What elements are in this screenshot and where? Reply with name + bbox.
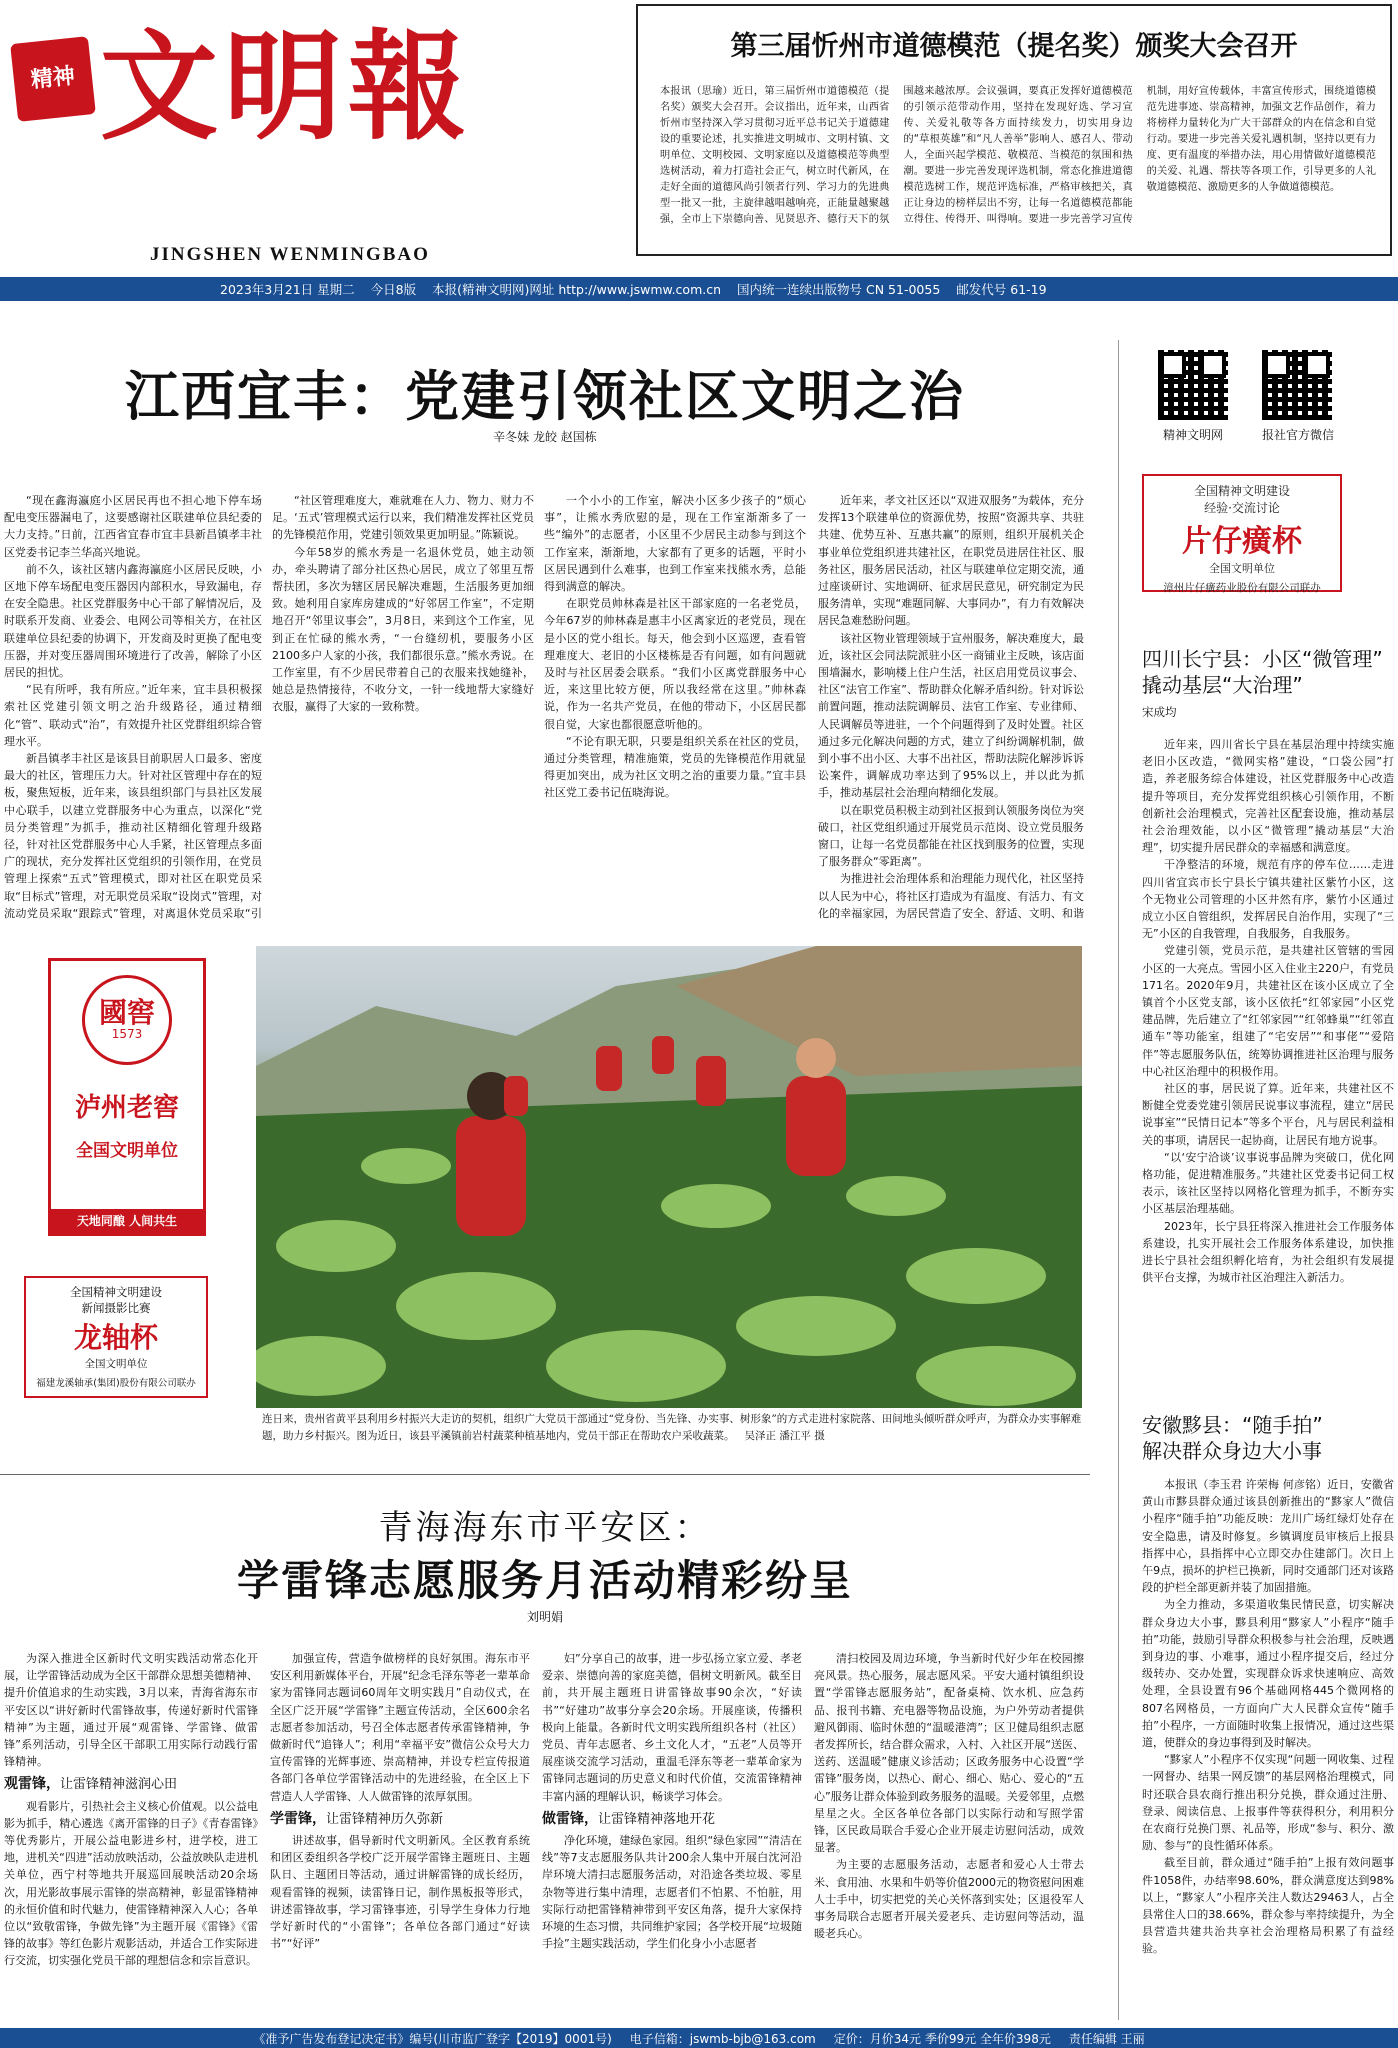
ad-license: 《准予广告发布登记决定书》编号(川市监广登字【2019】0001号) (253, 2031, 612, 2046)
top-story-body: 本报讯（思瑜）近日，第三届忻州市道德模范（提名奖）颁奖大会召开。会议指出，近年来，山西省忻州市坚持深入学习贯彻习近平总书记关于道德建设的重要论述，扎实推进文明城市、文明村镇、文明单位、文明校园、文明家庭以及道德模范等典型选树活动，着力打造社会正气，树立时代新风，在走好全面的道德风尚引领者行列、学习力的先进典型一批又一批，主旋律越唱越响亮，正能量越聚越强，全市上下崇德向善、见贤思齐、德行天下的氛围越来越浓厚。会议强调，要真正发挥好道德模范的引领示范带动作用，坚持在发现好选、学习宣传、关爱礼敬等各方面持续发力，切实用身边的“草根英雄”和“凡人善举”影响人、感召人、带动人，全面兴起学模范、敬模范、当模范的氛围和热潮。要进一步完善发现评选机制，常态化推进道德模范选树工作，规范评选标准，严格审核把关，真正让身边的榜样层出不穷，让每一名道德模范都能立得住、传得开、叫得响。要进一步完善学习宣传机制，用好宣传载体，丰富宣传形式，围绕道德模范先进事迹、崇高精神，加强文艺作品创作，着力将榜样力量转化为广大干部群众的内在信念和自觉行动。要进一步完善关爱礼遇机制，坚持以更有力度、更有温度的举措办法，用心用情做好道德模范的关爱、礼遇、帮扶等各项工作，引导更多的人礼敬道德模范、激励更多的人争做道德模范。 (660, 86, 1376, 225)
top-story-box (636, 4, 1392, 256)
ad-brand: 片仔癀杯 (1182, 524, 1302, 559)
guojiao-seal-icon: 國窖 1573 (82, 975, 172, 1065)
side1-headline: 四川长宁县：小区“微管理” 撬动基层“大治理” (1142, 647, 1383, 697)
date-bar (0, 277, 1398, 301)
editor: 责任编辑 王丽 (1068, 2031, 1145, 2046)
divider (0, 1474, 1090, 1475)
qr-code-website[interactable] (1158, 350, 1228, 443)
farm-scene-image (256, 946, 1082, 1408)
side1-body: 近年来，四川省长宁县在基层治理中持续实施老旧小区改造，“微网实格”建设，“口袋公园”打造，养老服务综合体建设，社区党群服务中心改造提升等项目，充分发挥党组织核心引领作用，不断创新社会治理模式，完善社区配套设施，推动基层社会治理效能，以小区“微管理”撬动基层“大治理”，切实提升居民群众的幸福感和满意度。 干净整洁的环境，规范有序的停车位……走进四川省宜宾市长宁县长宁镇共建社区紫竹小区，这个无物业公司管理的小区井然有序，紫竹小区通过成立小区自管组织，发挥居民自治作用，实现了“三无”小区的自我管理，自我服务，自我服务。 党建引领，党员示范，是共建社区管辖的雪园小区的一大亮点。雪园小区入住业主220户，有党员171名。2020年9月，共建社区在该小区成立了全镇首个小区党支部，该小区依托“红邻家园”小区党建品牌，先后建立了“红邻家园”“红邻蜂巢”“红邻直通车”等功能室，组建了“宅安居”“和事佬”“爱陪伴”等志愿服务队伍，统筹协调推进社区治理与服务中心社区治理中的积极作用。 社区的事，居民说了算。近年来，共建社区不断健全党委党建引领居民说事议事流程，建立“居民说事室”“民情日记本”等多个平台，凡与居民利益相关的事项，请居民一起协商，让居民有地方说事。 “以‘安宁洽谈’议事说事品牌为突破口，优化网格功能，促进精准服务。”共建社区党委书记伺工权表示，该社区坚持以网格化管理为抓手，不断夯实小区基层治理基础。 2023年，长宁县狂将深入推进社会工作服务体系建设，扎实开展社会工作服务体系建设，加快推进长宁县社会组织孵化培育，为社会组织有发展提供平台支撑，为城市社区治理注入新活力。 (1142, 738, 1394, 1285)
qr-caption: 报社官方微信 (1262, 428, 1335, 442)
second-col-4: 清扫校园及周边环境，争当新时代好少年在校园擦亮风景。热心服务，展志愿风采。平安大通村镇组织设置“学雷锋志愿服务站”，配备桌椅、饮水机、应急药品、报刊书籍、充电器等物品设施，为户外劳动者提供避风御雨、临时休憩的“温暖港湾”；区卫健局组织志愿者发挥所长，结合群众需求，入村、入社区开展“送医、送药、送温暖”健康义诊活动；区政务服务中心设置“学雷锋”服务岗，以热心、耐心、细心、贴心、爱心的“五心”服务让群众体验到政务服务的温暖。关爱邻里，点燃星星之火。全区各单位各部门以实际行动和写照学雷锋，区民政局联合手爱心企业开展走访慰问活动，成效显著。 为主要的志愿服务活动，志愿者和爱心人士带去米、食用油、水果和牛奶等价值2000元的物资慰问困难人士手中，切实把党的关心关怀落到实处；区退役军人事务局联合志愿者开展关爱老兵、走访慰问等活动，温暖老兵心。 (814, 1652, 1084, 1941)
postal-code: 邮发代号 61-19 (956, 282, 1047, 297)
qr-code-icon (1158, 350, 1228, 420)
ad-pianzaihuang: 全国精神文明建设 经验·交流讨论 片仔癀杯 全国文明单位 漳州片仔癀药业股份有限公司联办 (1142, 474, 1342, 592)
ad-longzhou: 全国精神文明建设 新闻摄影比赛 龙轴杯 全国文明单位 福建龙溪轴承(集团)股份有限公司联办 (24, 1276, 208, 1398)
lead-col-1: “现在鑫海瀛庭小区居民再也不担心地下停车场配电变压器漏电了，这要感谢社区联建单位县纪委的大力支持。”日前，江西省宜春市宜丰县新昌镇孝丰社区党委书记李兰华高兴地说。 前不久，该社区辖内鑫海瀛庭小区居民反映，小区地下停车场配电变压器因内部积水，导致漏电，存在安全隐患。社区党群服务中心干部了解情况后，及时联系开发商、业委会、电网公司等相关方，在社区联建单位县纪委的协调下，开发商及时更换了配电变压器，并对变压器周围环境进行了改善，解除了小区居民的担忧。 “民有所呼，我有所应。”近年来，宜丰县积极探索社区党建引领文明之治升级路径，通过精细化“管”、联动式“治”，有效提升社区党群组织综合管理水平。 新昌镇孝丰社区是该县目前职居人口最多、密度最大的社区，管理压力大。针对社区管理中存在的短板，聚焦短板，近年来，该县组织部门与县社区发展中心联手，以建立党群服务中心为重点，以深化“党员分类管理”为抓手，推动社区精细化管理升级路径，针对社区党群服务中心人手紧，社区管理点多面广的现状，充分发挥社区党组织的引领作用，在党员管理上探索“五式”管理模式，即对社区在职党员采取“目标式”管理，对无职党员采取“设岗式”管理，对流动党员采取“跟踪式”管理，对离退休党员采取“引 (4, 494, 262, 920)
issn: 国内统一连续出版物号 CN 51-0055 (737, 282, 941, 297)
side2-headline: 安徽黟县：“随手拍” 解决群众身边大小事 (1142, 1413, 1323, 1463)
second-kicker: 青海海东市平安区： (378, 1508, 712, 1548)
ad-luzhou-laojiao: 國窖 1573 泸州老窖 全国文明单位 天地同酿 人间共生 (48, 958, 206, 1236)
photo-caption: 连日来，贵州省黄平县利用乡村振兴大走访的契机，组织广大党员干部通过“党身份、当先锋、办实事、树形象”的方式走进村家院落、田间地头倾听群众呼声，为群众办实事解难题，助力乡村振兴。图为近日，该县平溪镇前岩村蔬菜种植基地内，党员干部正在帮助农户采收蔬菜。 吴泽正 潘江平 摄 (262, 1413, 1082, 1442)
email: 电子信箱：jswmb-bjb@163.com (629, 2031, 816, 2046)
lead-col-2: “社区管理难度大，难就难在人力、物力、财力不足。‘五式’管理模式运行以来，我们精准发挥社区党员的先锋模范作用，党建引领效果更加明显。”陈颖说。 今年58岁的熊水秀是一名退休党员，她主动领办，牵头聘请了部分社区热心居民，成立了邻里互帮帮扶团，多次为辖区居民解决难题，生活服务更加细致。她利用自家库房建成的“好邻居工作室”，不定期地召开“邻里议事会”，3月8日，来到这个工作室，见到正在忙碌的熊水秀，“一台缝纫机，要服务小区2100多户人家的小孩，我们都很乐意。”熊水秀说。在工作室里，有不少居民带着自己的衣服来找她缝补，她总是热情接待，不收分文，一针一线地帮大家缝好衣服，赢得了大家的一致称赞。 (272, 494, 534, 714)
second-headline: 学雷锋志愿服务月活动精彩纷呈 (236, 1556, 853, 1605)
website: 本报(精神文明网)网址 http://www.jswmw.com.cn (432, 282, 722, 297)
masthead-pinyin: JINGSHEN WENMINGBAO (150, 244, 430, 265)
lead-col-3: 一个小小的工作室，解决小区多少孩子的“烦心事”，让熊水秀欣慰的是，现在工作室渐渐多了一些“编外”的志愿者，小区里不少居民主动参与到这个工作室来，渐渐地，大家都有了更多的话题，平时小区居民遇到什么难事，也到工作室来找熊水秀，总能得到满意的解决。 在职党员帅林森是社区干部家庭的一名老党员，今年67岁的帅林森是惠丰小区离家近的老党员，现在是小区的党小组长。每天，他会到小区巡逻，查看管理难度大、老旧的小区楼栋是否有问题，如有问题就及时与社区居委会联系。“我们小区离党群服务中心近，来这里比较方便，所以我经常在这里。”帅林森说，作为一名共产党员，在他的带动下，小区居民都很自觉，大家也都很愿意听他的。 “不论有职无职，只要是组织关系在社区的党员，通过分类管理，精准施策，党员的先锋模范作用就显得更加突出，成为社区文明之治的重要力量。”宜丰县社区党工委书记伍晓海说。 (544, 494, 806, 800)
qr-code-wechat[interactable] (1262, 350, 1334, 443)
qr-code-icon (1262, 350, 1332, 420)
price: 定价：月价34元 季价99元 全年价398元 (833, 2031, 1051, 2046)
news-photo (256, 946, 1082, 1408)
qr-caption: 精神文明网 (1162, 428, 1223, 442)
side1-byline: 宋成均 (1142, 705, 1177, 719)
lead-headline: 江西宜丰：党建引领社区文明之治 (125, 365, 965, 428)
second-byline: 刘明娟 (526, 1610, 563, 1624)
page-count: 今日8版 (370, 282, 417, 297)
section-heading: 做雷锋，让雷锋精神落地开花 (542, 1810, 716, 1827)
issue-date: 2023年3月21日 星期二 (220, 282, 355, 297)
second-col-2: 加强宣传，营造争做榜样的良好氛围。海东市平安区利用新媒体平台，开展“纪念毛泽东等老一辈革命家为雷锋同志题词60周年文明实践月”自动仪式，在全区广泛开展“学雷锋”主题宣传活动，全区600余名志愿者参加活动，号召全体志愿者传承雷锋精神，争做新时代“追锋人”；利用“幸福平安”微信公众号大力宣传雷锋的光辉事迹、崇高精神，并设专栏宣传报道各部门各单位学雷锋活动中的先进经验，在全区上下营造人人学雷锋、人人做雷锋的浓厚氛围。 学雷锋，让雷锋精神历久弥新 讲述故事，倡导新时代文明新风。全区教育系统和团区委组织各学校广泛开展学雷锋主题班日、主题队日、主题团日等活动，通过讲解雷锋的成长经历，观看雷锋的视频，读雷锋日记，制作黑板报等形式，讲述雷锋故事，学习雷锋事迹，引导学生身体力行地学好新时代的“小雷锋”；各单位各部门通过“好读书”“好评” (270, 1652, 530, 1951)
photo-credit: 吴泽正 潘江平 摄 (744, 1430, 825, 1442)
masthead-logo: 精神 (10, 36, 96, 122)
top-story-title: 第三届忻州市道德模范（提名奖）颁奖大会召开 (730, 31, 1298, 62)
second-col-1: 为深入推进全区新时代文明实践活动常态化开展，让学雷锋活动成为全区干部群众思想美德精神、提升价值追求的生动实践，3月以来，青海省海东市平安区以“讲好新时代雷锋故事，传递好新时代雷锋精神”为主题，通过开展“观雷锋、学雷锋、做雷锋”系列活动，引导全区干部职工用实际行动践行雷锋精神。 观雷锋，让雷锋精神滋润心田 观看影片，引热社会主义核心价值观。以公益电影为抓手，精心遴选《离开雷锋的日子》《青春雷锋》等优秀影片，开展公益电影进乡村，进学校，进工地，进机关“四进”活动放映活动，公益放映队走进机关单位，西宁村等地共开展巡回展映活动20余场次，用光影故事展示雷锋的崇高精神，彰显雷锋精神的永恒价值和时代魅力，使雷锋精神深入人心；各单位以“致敬雷锋，争做先锋”为主题开展《雷锋》《雷锋的故事》等红色影片观影活动，并适合工作实际进行交流，切实强化党员干部的理想信念和宗旨意识。 (4, 1652, 258, 1968)
section-heading: 观雷锋，让雷锋精神滋润心田 (4, 1776, 178, 1793)
section-heading: 学雷锋，让雷锋精神历久弥新 (270, 1810, 444, 1827)
column-rule (1118, 340, 1119, 2020)
masthead-title: 文明報 (100, 17, 473, 156)
footer-bar (0, 2028, 1398, 2048)
second-col-3: 妇”分享自己的故事，进一步弘扬立家立爱、孝老爱亲、崇德向善的家庭美德，倡树文明新风。截至目前，共开展主题班日讲雷锋故事90余次，“好读书”“好建功”故事分享会20余场。开展座谈，传播积极向上能量。各新时代文明实践所组织各村（社区）党员、青年志愿者、乡土文化人才，“五老”人员等开展座谈交流学习活动，重温毛泽东等老一辈革命家为雷锋同志题词的历史意义和时代价值，交流雷锋精神丰富内涵的理解认识，畅谈学习体会。 做雷锋，让雷锋精神落地开花 净化环境，建绿色家园。组织“绿色家园”“清洁在线”等7支志愿服务队共计200余人集中开展白沈河沿岸环境大清扫志愿服务活动，对沿途各类垃圾、零星杂物等进行集中清理，志愿者们不怕累、不怕脏，用实际行动把雷锋精神带到平安区角落，提升大家保持环境的生态习惯，共同维护家园；各学校开展“垃圾随手捡”主题实践活动，学生们化身小小志愿者 (542, 1652, 802, 1951)
lead-col-4: 近年来，孝文社区还以“双进双服务”为载体，充分发挥13个联建单位的资源优势，按照“资源共享、共驻共建、优势互补、互惠共赢”的原则，组织开展机关企事业单位党组织进共建社区，在职党员进居住社区、服务社区，服务居民活动，社区与联建单位定期交流，通过座谈研讨、实地调研、征求居民意见，研究制定为民服务清单，实现“难题同解、大事同办”，有力有效解决居民急难愁盼问题。 该社区物业管理领域于宣州服务，解决难度大，最近，该社区会同法院派驻小区一商铺业主反映，该店面围墙漏水，影响楼上住户生活，社区启用党员议事会、社区“法官工作室”、帮助群众化解矛盾纠纷。针对诉讼前置问题，推动法院调解员、法官工作室、专业律师、人民调解员等进驻，一个个问题得到了及时处置。社区通过多元化解决问题的方式，建立了纠纷调解机制，做到小事不出小区、大事不出社区，帮助法院化解涉诉诉讼案件，调解成功率达到了95%以上，并以此为抓手，推动基层社会治理向精细化发展。 以在职党员积极主动到社区报到认领服务岗位为突破口，社区党组织通过开展党员示范岗、设立党员服务窗口，让每一名党员都能在社区找到服务的位置，实现了服务群众“零距离”。 为推进社会治理体系和治理能力现代化，社区坚持以人民为中心，将社区打造成为有温度、有活力、有文化的幸福家园，为居民营造了安全、舒适、文明、和谐 (818, 494, 1084, 920)
side2-body: 本报讯（李玉君 许荣梅 何彦铭）近日，安徽省黄山市黟县群众通过该县创新推出的“黟家人”微信小程序“随手拍”功能反映：龙川广场红绿灯处存在安全隐患，请及时修复。乡镇调度员审核后上报县指挥中心，县指挥中心立即交办住建部门。次日上午9点，损坏的护栏已换新，同时交通部门还对该路段的护栏全部更新并装了加固措施。 为全力推动，多渠道收集民情民意，切实解决群众身边大小事，黟县利用“黟家人”小程序“随手拍”功能，鼓励引导群众积极参与社会治理，反映遇到身边的事、小难事，通过小程序提交后，经过分级转办、交办处置，实现群众诉求快速响应、高效处理，全县设置有96个基础网格445个微网格的807名网格员，一方面向广大人民群众宣传“随手拍”小程序，一方面随时收集上报情况，通过这些渠道，使群众的身边事得到及时解决。 “黟家人”小程序不仅实现“问题一网收集、过程一网督办、结果一网反馈”的基层网格治理模式，同时还联合县农商行推出积分兑换，群众通过注册、登录、阅读信息、上报事件等获得积分，利用积分在农商行兑换门票、礼品等，形成“参与、积分、激励、参与”的良性循环体系。 截至目前，群众通过“随手拍”上报有效问题事件1058件，办结率98.60%，群众满意度达到98%以上，“黟家人”小程序关注人数达29463人，占全县常住人口的38.66%，群众参与率持续提升，为全县营造共建共治共享社会治理格局积累了有益经验。 (1142, 1478, 1394, 1956)
lead-byline: 辛冬妹 龙皎 赵国栋 (493, 430, 597, 444)
